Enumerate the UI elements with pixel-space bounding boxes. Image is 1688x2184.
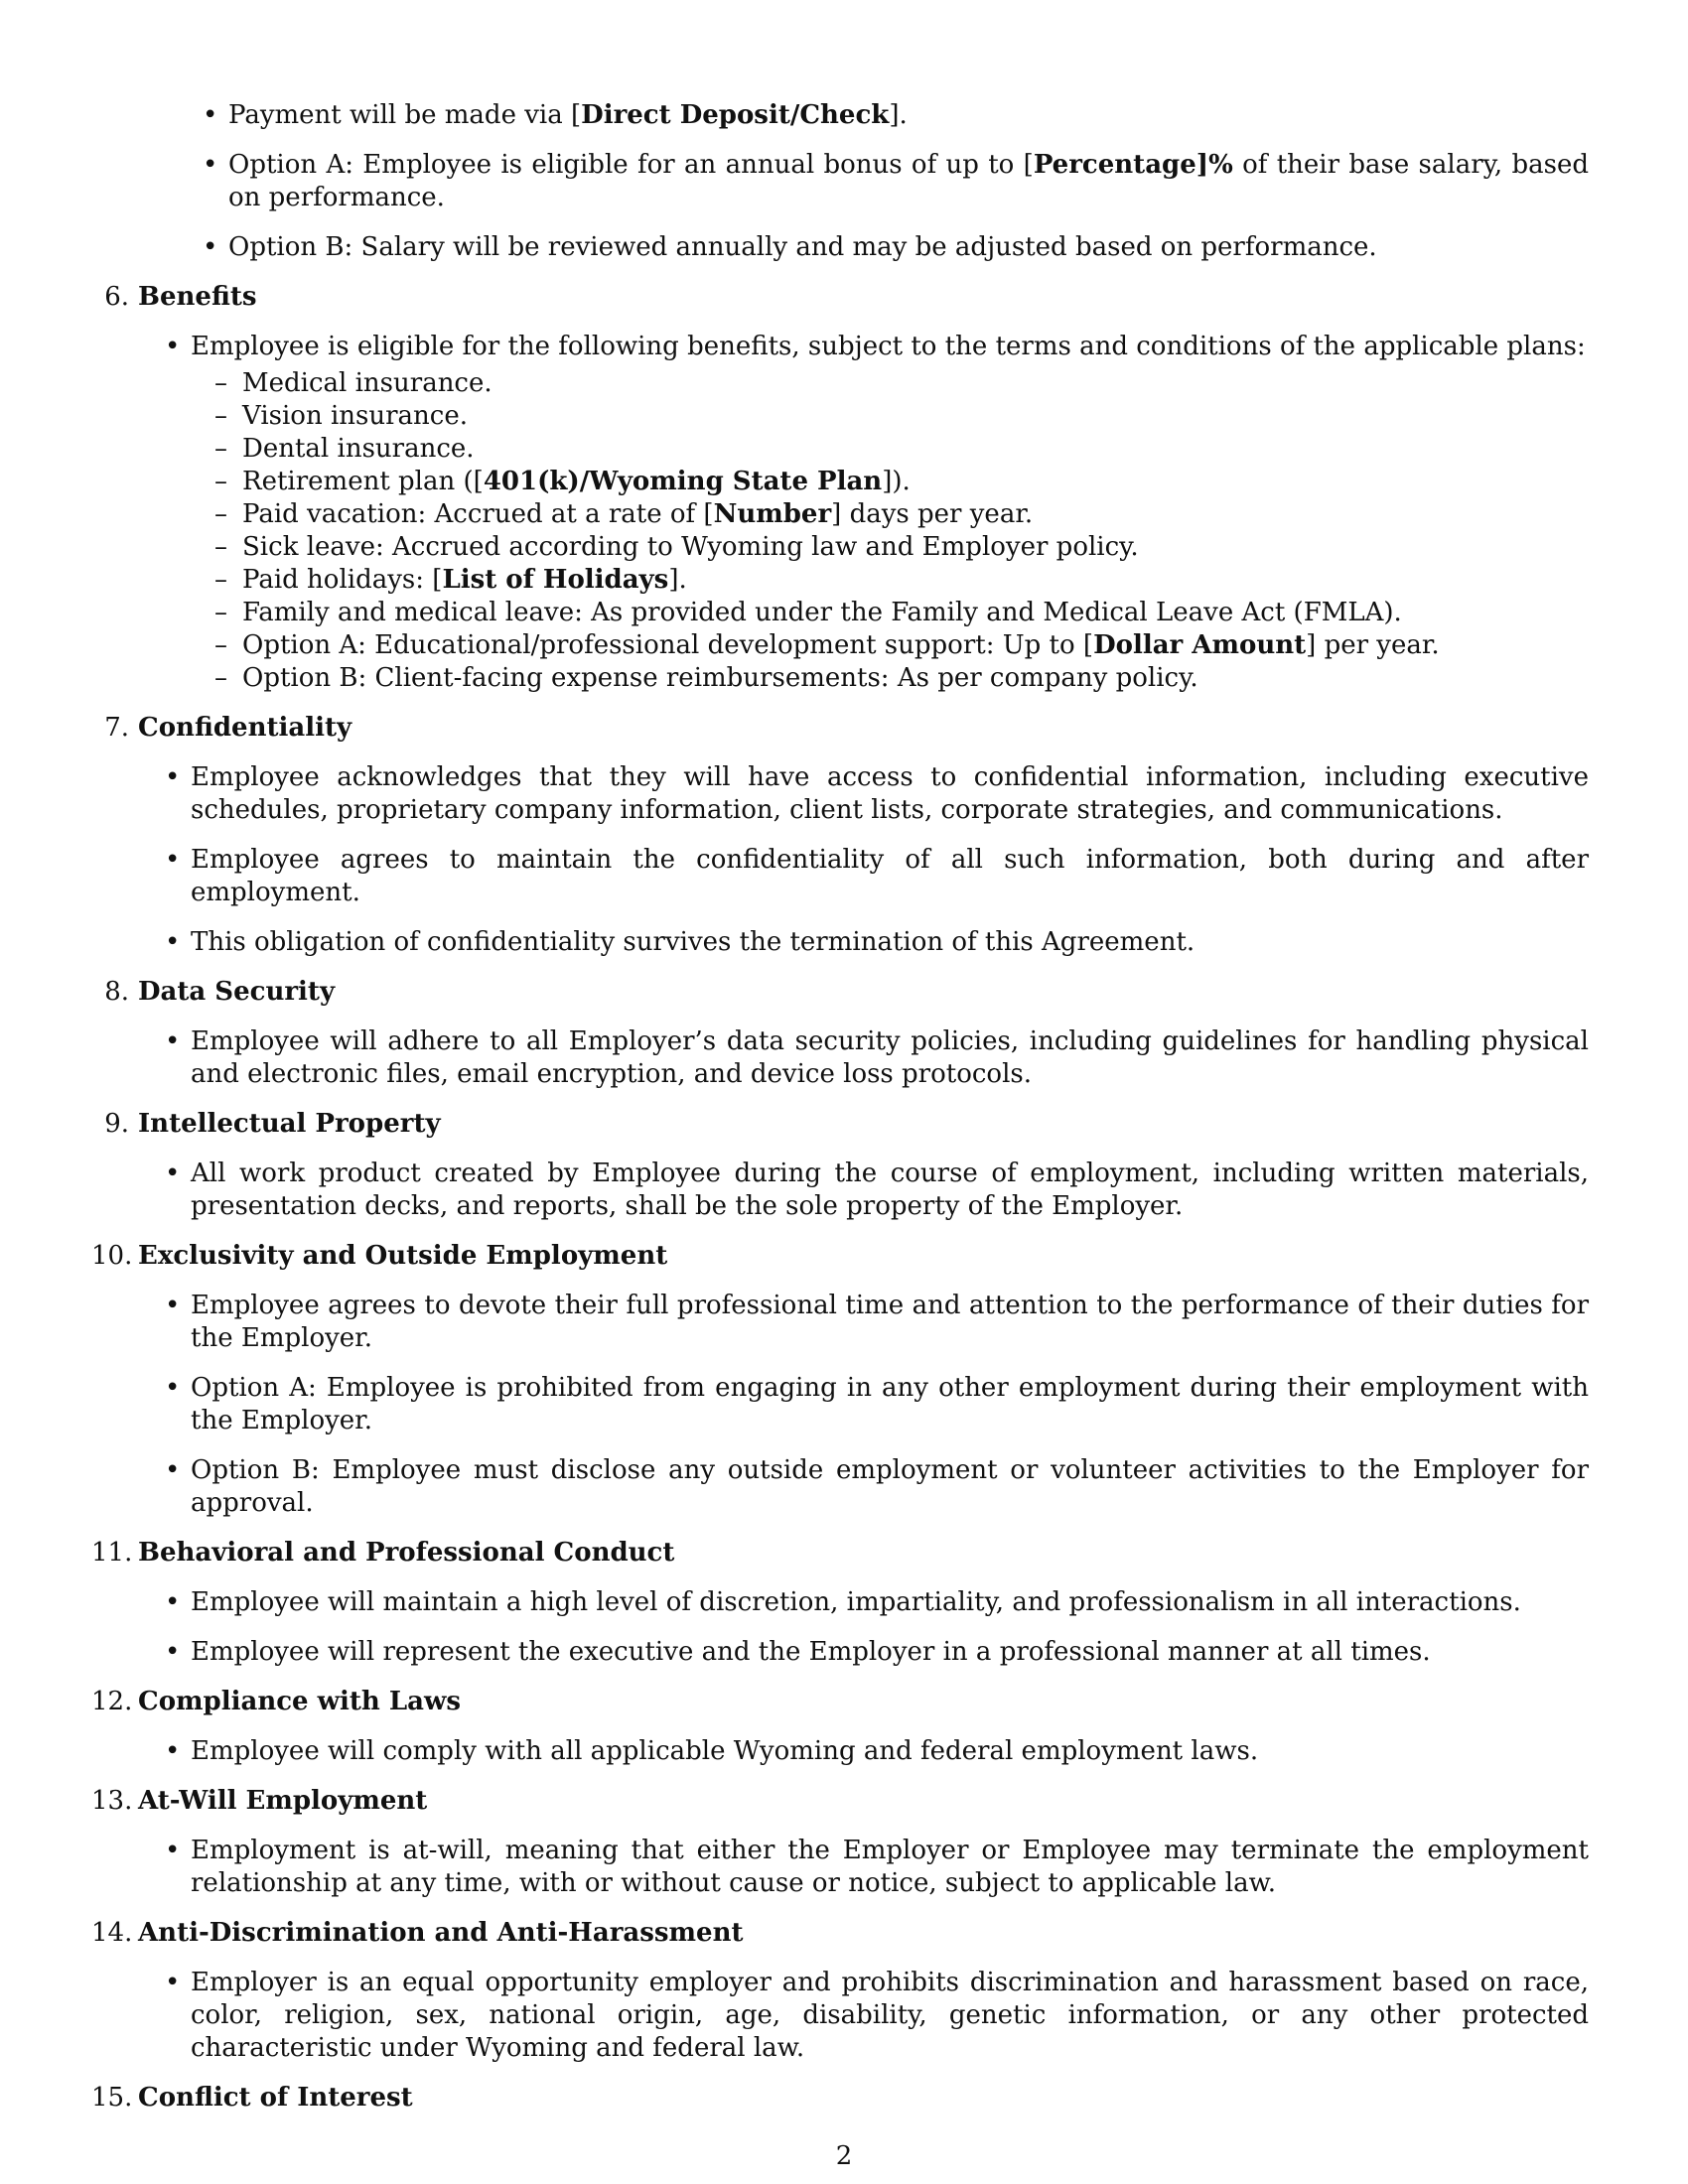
list-item: • All work product created by Employee during the course of employment, including written materials, presentation decks, and reports, shall be the sole property of the Employer. <box>191 1158 1589 1223</box>
section-number: 14. <box>91 1918 133 1948</box>
section-title: Anti-Discrimination and Anti-Harassment <box>138 1918 744 1948</box>
list-item: • Employment is at-will, meaning that either the Employer or Employee may terminate the employment relationship at any time, with or without cause or notice, subject to applicable law. <box>191 1835 1589 1900</box>
sub-list-item: – Sick leave: Accrued according to Wyoming law and Employer policy. <box>242 531 1589 564</box>
list-item: • This obligation of confidentiality survives the termination of this Agreement. <box>191 926 1589 959</box>
list-item <box>191 331 1589 695</box>
list-item: • Option B: Employee must disclose any outside employment or volunteer activities to the Employer for approval. <box>191 1454 1589 1520</box>
section-heading <box>91 1240 1589 1273</box>
list-item: • Option A: Employee is eligible for an annual bonus of up to [Percentage]% of their base salary, based on performance. <box>228 149 1589 214</box>
sub-list-item: – Option A: Educational/professional development support: Up to [Dollar Amount] per year. <box>242 629 1589 662</box>
section-heading <box>104 1108 1589 1141</box>
section <box>104 976 1589 1091</box>
section <box>91 1240 1589 1520</box>
sub-list-item: – Paid vacation: Accrued at a rate of [Number] days per year. <box>242 498 1589 531</box>
list-item: • Payment will be made via [Direct Deposit/Check]. <box>228 99 1589 132</box>
section-number: 11. <box>91 1538 133 1568</box>
section-title: Data Security <box>138 977 336 1007</box>
section <box>91 1686 1589 1768</box>
section-bullets <box>129 761 1589 959</box>
section-heading <box>104 281 1589 314</box>
sub-list-item: – Option B: Client-facing expense reimbursements: As per company policy. <box>242 662 1589 695</box>
section-heading <box>91 1537 1589 1570</box>
list-item: • Employee agrees to devote their full professional time and attention to the performance of their duties for the Employer. <box>191 1290 1589 1355</box>
sub-list-item: – Family and medical leave: As provided under the Family and Medical Leave Act (FMLA). <box>242 597 1589 629</box>
sub-list-item: – Vision insurance. <box>242 400 1589 433</box>
section-bullets <box>129 1735 1589 1768</box>
section <box>104 712 1589 959</box>
list-item-text: Employee is eligible for the following benefits, subject to the terms and conditions of the applicable plans: <box>191 332 1586 361</box>
section-title: Benefits <box>138 282 257 312</box>
sub-list-item: – Paid holidays: [List of Holidays]. <box>242 564 1589 597</box>
section-number: 12. <box>91 1687 133 1716</box>
list-item: • Employee will adhere to all Employer’s data security policies, including guidelines for handling physical and electronic files, email encryption, and device loss protocols. <box>191 1025 1589 1091</box>
section-bullets <box>129 1290 1589 1520</box>
section <box>104 1108 1589 1223</box>
document-body <box>91 99 1589 2131</box>
section <box>91 1917 1589 2065</box>
section-title: Compliance with Laws <box>138 1687 462 1716</box>
section-bullets <box>129 1835 1589 1900</box>
list-item: • Employee will comply with all applicable Wyoming and federal employment laws. <box>191 1735 1589 1768</box>
section-heading <box>104 976 1589 1009</box>
section <box>91 1537 1589 1669</box>
list-item: • Option A: Employee is prohibited from engaging in any other employment during their employment with the Employer. <box>191 1372 1589 1437</box>
section-heading <box>91 1917 1589 1950</box>
section-bullets <box>129 1025 1589 1091</box>
list-item: • Employee agrees to maintain the confidentiality of all such information, both during and after employment. <box>191 844 1589 909</box>
section-heading <box>104 712 1589 745</box>
section-title: Intellectual Property <box>138 1109 441 1139</box>
list-item: • Employee will maintain a high level of discretion, impartiality, and professionalism in all interactions. <box>191 1586 1589 1619</box>
section-number: 10. <box>91 1241 133 1271</box>
section-title: Exclusivity and Outside Employment <box>138 1241 668 1271</box>
section-heading <box>91 1785 1589 1818</box>
section <box>104 281 1589 695</box>
sub-list-item: – Medical insurance. <box>242 367 1589 400</box>
list-item: • Option B: Salary will be reviewed annually and may be adjusted based on performance. <box>228 231 1589 264</box>
section-number: 7. <box>104 713 129 743</box>
section-heading <box>91 1686 1589 1718</box>
section-title: At-Will Employment <box>138 1786 428 1816</box>
section-bullets <box>129 1967 1589 2065</box>
section-bullets <box>129 1158 1589 1223</box>
section-bullets <box>129 1586 1589 1669</box>
section-number: 8. <box>104 977 129 1007</box>
payment-bullets <box>129 99 1589 264</box>
section-number: 13. <box>91 1786 133 1816</box>
sub-list-item: – Dental insurance. <box>242 433 1589 466</box>
list-item: • Employee acknowledges that they will have access to confidential information, including executive schedules, proprietary company information, client lists, corporate strategies, and communications. <box>191 761 1589 827</box>
section-title: Conflict of Interest <box>138 2083 413 2113</box>
section-number: 6. <box>104 282 129 312</box>
section-title: Behavioral and Professional Conduct <box>138 1538 675 1568</box>
section-number: 15. <box>91 2083 133 2113</box>
list-item: • Employee will represent the executive and the Employer in a professional manner at all times. <box>191 1636 1589 1669</box>
section-heading <box>91 2082 1589 2115</box>
section <box>91 1785 1589 1900</box>
benefit-subitems <box>191 367 1589 695</box>
section <box>91 2082 1589 2115</box>
section-bullets <box>129 331 1589 695</box>
page-number: 2 <box>835 2141 853 2171</box>
section-title: Confidentiality <box>138 713 352 743</box>
sub-list-item: – Retirement plan ([401(k)/Wyoming State Plan]). <box>242 466 1589 498</box>
section-number: 9. <box>104 1109 129 1139</box>
numbered-sections <box>91 281 1589 2115</box>
list-item: • Employer is an equal opportunity employer and prohibits discrimination and harassment based on race, color, religion, sex, national origin, age, disability, genetic information, or any other protected characteristic under Wyoming and federal law. <box>191 1967 1589 2065</box>
